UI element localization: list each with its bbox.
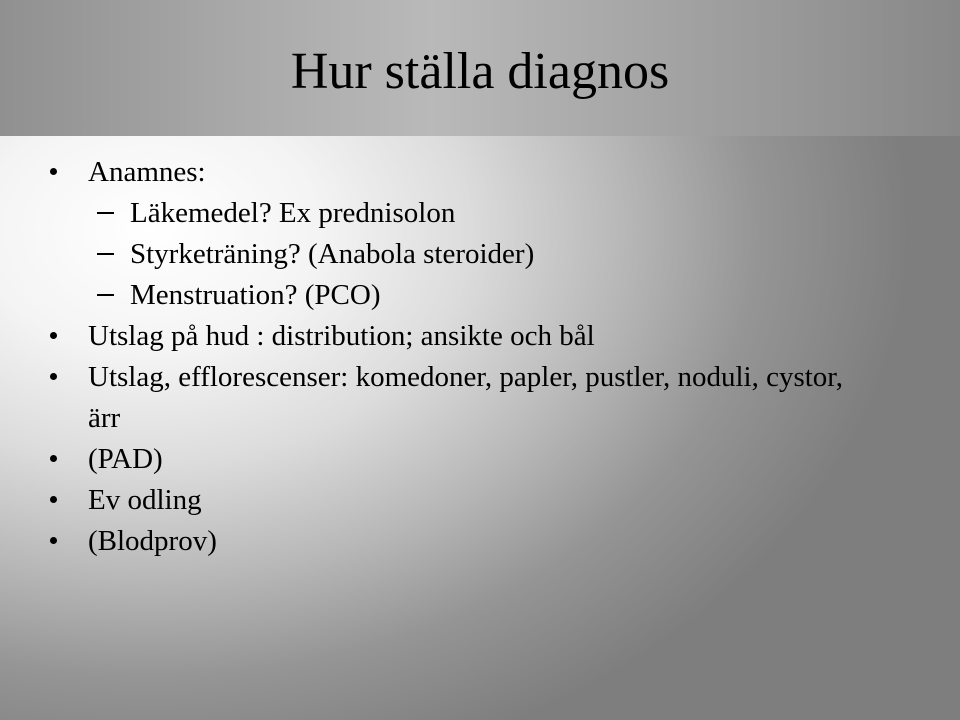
bullet-dot-icon [50,521,57,562]
slide-title: Hur ställa diagnos [290,43,670,100]
list-item-text: Anamnes: [88,156,206,188]
list-item [0,234,960,275]
dash-icon [97,193,114,234]
list-item [0,193,960,234]
list-item [0,275,960,316]
list-item [0,316,960,357]
bullet-dot-icon [50,480,57,521]
bullet-dot-icon [50,152,57,193]
list-item [0,152,960,193]
list-item-text: Läkemedel? Ex prednisolon [130,197,456,229]
bullet-list [0,152,960,562]
list-item-text: Ev odling [88,484,202,516]
list-item-text: Styrketräning? (Anabola steroider) [130,238,535,270]
list-item-text: (PAD) [88,443,163,475]
dash-icon [97,275,114,316]
bullet-dot-icon [50,316,57,357]
list-item-text: (Blodprov) [88,525,217,557]
bullet-dot-icon [50,439,57,480]
list-item [0,521,960,562]
list-item [0,357,960,439]
list-item [0,480,960,521]
list-item-text: Utslag, efflorescenser: komedoner, papler, pustler, noduli, cystor, ärr [88,361,844,434]
list-item [0,439,960,480]
bullet-dot-icon [50,357,57,398]
dash-icon [97,234,114,275]
list-item-text: Menstruation? (PCO) [130,279,381,311]
list-item-text: Utslag på hud : distribution; ansikte och bål [88,320,595,352]
